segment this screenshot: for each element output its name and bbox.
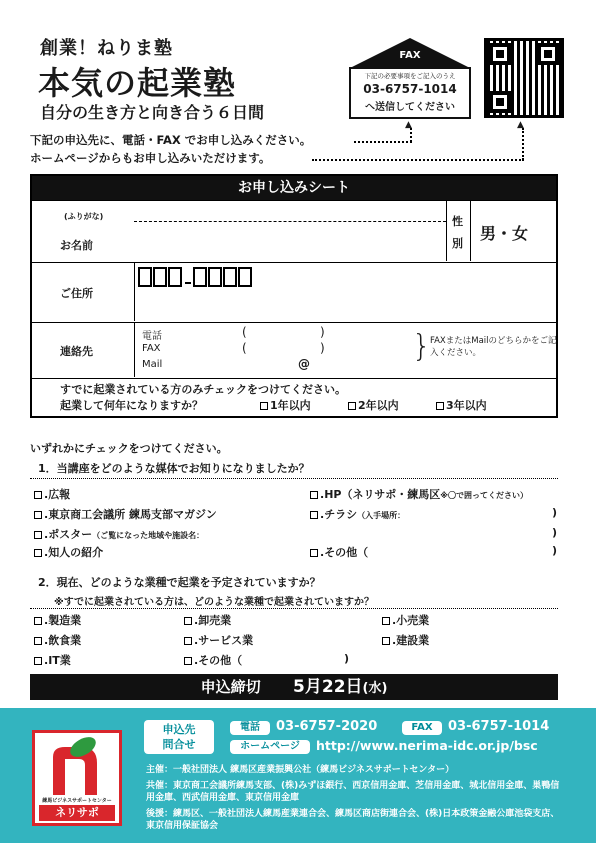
checkbox[interactable] [34,657,42,665]
furigana-label: (ふりがな) [64,212,104,221]
name-input[interactable] [134,223,446,261]
qr-finder-icon [489,43,511,65]
application-form [30,174,558,418]
q1-option-pr[interactable]: .広報 [34,486,70,502]
question-2: 2．現在、どのような業種で起業を予定されていますか？ [38,576,321,589]
qr-code[interactable] [484,38,564,118]
logo-text: ネリサポ [39,805,115,821]
deadline-banner [30,674,558,700]
q1-option-magazine[interactable]: .東京商工会議所 練馬支部マガジン [34,506,217,522]
q2-option-service[interactable]: .サービス業 [184,632,253,648]
contact-note: FAXまたはMailのどちらかをご記入ください。 [430,336,557,358]
q2-option-manufacturing[interactable]: .製造業 [34,612,81,628]
checkbox[interactable] [382,637,390,645]
q2-option-it[interactable]: .IT業 [34,652,71,668]
address-label: ご住所 [60,287,93,300]
name-row [32,200,556,262]
question-1: 1．当講座をどのような媒体でお知りになりましたか？ [38,462,310,475]
year-option-3[interactable]: 3年以内 [436,397,487,413]
checkbox[interactable] [34,491,42,499]
checkbox[interactable] [310,491,318,499]
checkbox[interactable] [184,617,192,625]
paren-close: ) [320,341,325,355]
checkbox[interactable] [184,657,192,665]
at-sign: @ [298,357,310,371]
fax-badge: FAX [402,721,442,735]
connector-line [522,128,524,160]
checkbox[interactable] [34,511,42,519]
homepage-badge: ホームページ [230,740,310,754]
checkbox[interactable] [348,402,356,410]
intro-line-1: 下記の申込先に、電話・FAX でお申し込みください。 [30,133,312,147]
arrow-up-icon: ▲ [517,120,524,130]
experience-question: 起業して何年になりますか？ [60,399,203,412]
fax-input[interactable] [182,341,412,357]
cohost-line: 共催：東京商工会議所練馬支部、(株)みずほ銀行、西京信用金庫、芝信用金庫、城北信用金庫、巣鴨信用金庫、西武信用金庫、東京信用金庫 [146,781,560,803]
survey-instruction: いずれかにチェックをつけてください。 [30,442,228,455]
deadline-date: 5月22日 [293,677,363,697]
footer-phone[interactable]: 03-6757-2020 [276,719,378,734]
postal-code-boxes[interactable] [138,267,253,291]
divider [30,478,558,479]
arrow-up-icon: ▲ [405,120,412,130]
footer-fax[interactable]: 03-6757-1014 [448,719,550,734]
divider [134,323,135,377]
q2-option-restaurant[interactable]: .飲食業 [34,632,81,648]
divider [470,201,471,261]
checkbox[interactable] [310,511,318,519]
fax-field-label: FAX [142,343,161,354]
deadline-day: (水) [362,681,388,696]
q2-option-other[interactable]: .その他（ [184,652,242,668]
form-title: お申し込みシート [32,176,556,200]
connector-line [312,159,524,161]
checkbox[interactable] [260,402,268,410]
deadline-label: 申込締切 [200,678,261,696]
year-option-1[interactable]: 1年以内 [260,397,311,413]
paren-open: ( [242,341,247,355]
experience-row [32,378,556,416]
divider [446,201,447,261]
phone-label: 電話 [142,331,162,342]
q1-option-flyer[interactable]: .チラシ（入手場所： [310,506,405,522]
apply-contact-badge: 申込先 問合せ [144,720,214,754]
year-option-2[interactable]: 2年以内 [348,397,399,413]
mail-label: Mail [142,359,163,370]
phone-badge: 電話 [230,721,270,735]
checkbox[interactable] [34,531,42,539]
homepage-url[interactable]: http://www.nerima-idc.or.jp/bsc [316,738,538,753]
supporter-line: 後援：練馬区、一般社団法人練馬産業連合会、練馬区商店街連合会、(株)日本政策金融公庫池袋支店、東京信用保証協会 [146,809,560,831]
page-title: 本気の起業塾 [38,64,237,102]
header-subtitle: 創業！ねりま塾 [40,38,173,59]
checkbox[interactable] [34,617,42,625]
q1-option-other[interactable]: .その他（ [310,544,368,560]
checkbox[interactable] [34,549,42,557]
contact-label: 連絡先 [60,345,93,358]
question-2-note: ※すでに起業されている方は、どのような業種で起業されていますか？ [54,597,375,608]
name-label: お名前 [60,239,93,252]
checkbox[interactable] [34,637,42,645]
host-line: 主催：一般社団法人 練馬区産業振興公社（練馬ビジネスサポートセンター） [146,765,455,775]
paren-open: ( [242,325,247,339]
address-row [32,262,556,322]
q2-option-wholesale[interactable]: .卸売業 [184,612,231,628]
close-paren: ) [552,544,558,557]
checkbox[interactable] [436,402,444,410]
q1-option-friend[interactable]: .知人の紹介 [34,544,103,560]
divider [134,263,135,321]
fax-send-text: へ送信してください [365,102,455,113]
logo-caption: 練馬ビジネスサポートセンター [42,798,112,804]
experience-instruction: すでに起業されている方のみチェックをつけてください。 [60,383,346,396]
furigana-divider [134,221,446,222]
q2-option-construction[interactable]: .建設業 [382,632,429,648]
nerisapo-logo [32,730,122,826]
intro-line-2: ホームページからもお申し込みいただけます。 [30,151,271,165]
logo-mark-icon [35,735,119,797]
paren-close: ) [320,325,325,339]
close-paren: ) [552,526,558,539]
fax-send-box [348,36,472,120]
close-paren: ) [552,506,558,519]
fax-label: FAX [399,50,421,61]
q1-option-poster[interactable]: .ポスター（ご覧になった地域や施設名： [34,526,204,542]
checkbox[interactable] [184,637,192,645]
mail-input[interactable] [182,357,412,373]
connector-line [410,128,412,142]
header-tagline: 自分の生き方と向き合う６日間 [40,103,265,122]
checkbox[interactable] [310,549,318,557]
connector-line [354,141,412,143]
brace-icon: } [412,329,432,364]
q1-option-hp[interactable]: .HP（ネリサポ・練馬区※〇で囲ってください） [310,486,528,502]
divider [30,608,558,609]
qr-finder-icon [489,91,511,113]
sex-options[interactable]: 男・女 [480,224,529,243]
close-paren: ) [344,652,350,665]
q2-option-retail[interactable]: .小売業 [382,612,429,628]
phone-input[interactable] [182,325,412,341]
qr-finder-icon [537,43,559,65]
contact-row [32,322,556,378]
checkbox[interactable] [382,617,390,625]
fax-note: 下記の必要事項をご記入のうえ [364,72,456,80]
sex-label: 性別 [452,215,463,250]
fax-number: 03-6757-1014 [363,82,457,96]
